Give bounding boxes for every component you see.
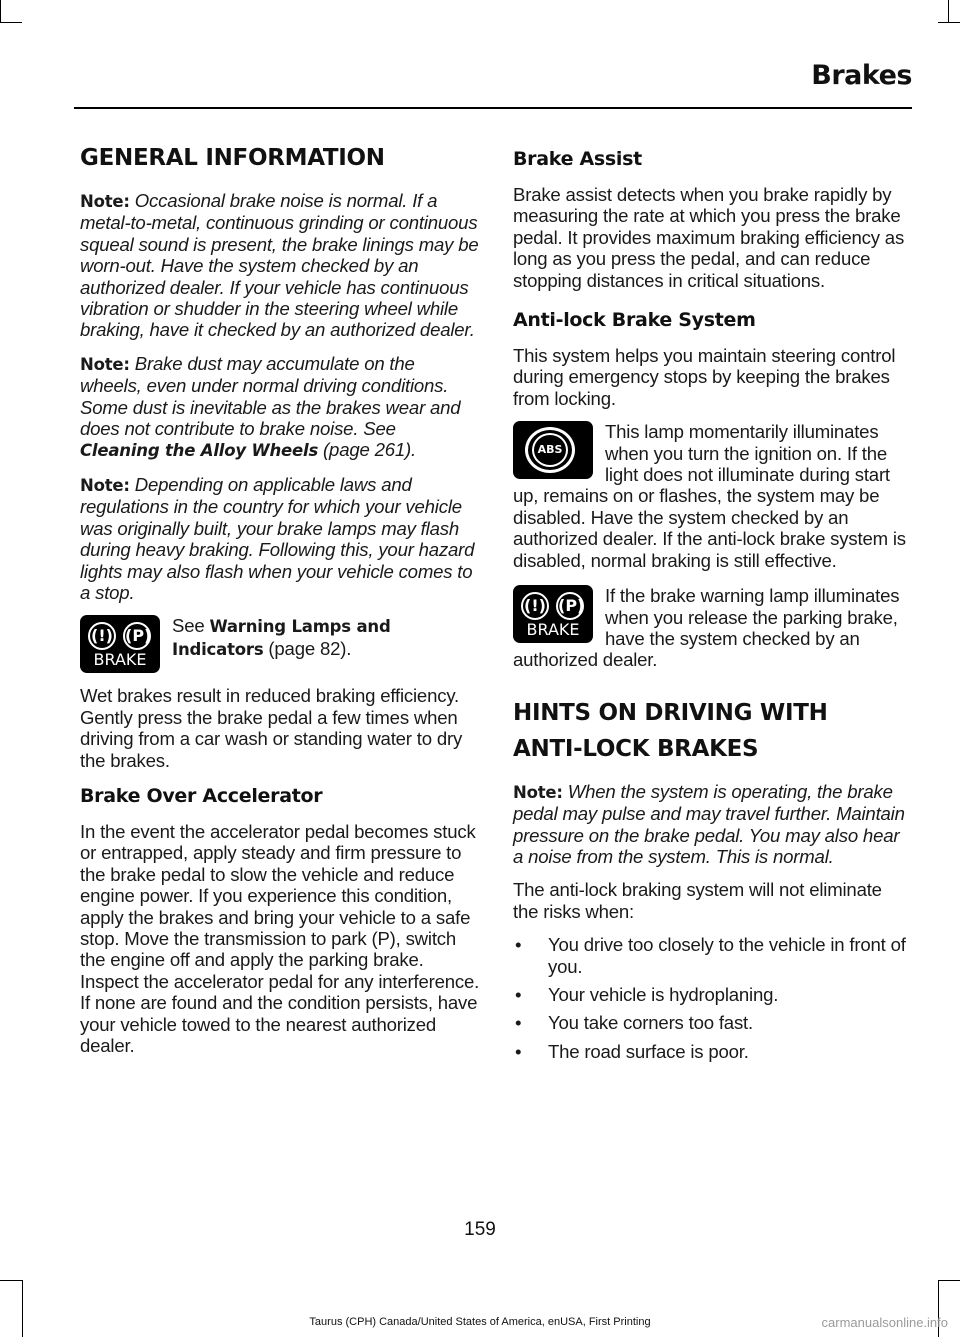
risks-list — [513, 934, 908, 1062]
note-brake-lamps — [80, 474, 480, 603]
left-column — [80, 140, 480, 1068]
note-label: Note: — [80, 354, 130, 374]
note-text: Occasional brake noise is normal. If a metal-to-metal, continuous grinding or continuous squeal sound is present, the brake linings may be worn-out. Have the system checked by an authorized dealer. If your vehicle has continuous vibration or shudder in the steering wheel while braking, have it checked by an authorized dealer. — [80, 190, 479, 341]
abs-label: ABS — [532, 433, 568, 467]
section-title-hints-line2: ANTI-LOCK BRAKES — [513, 735, 759, 762]
list-item: • You drive too closely to the vehicle in front of you. — [513, 934, 908, 977]
header-rule — [74, 107, 912, 109]
note-label: Note: — [80, 192, 130, 211]
section-title-anti-lock-brake-system: Anti-lock Brake System — [513, 309, 756, 332]
note-text: When the system is operating, the brake pedal may pulse and may travel further. Maintain pressure on the brake pedal. You may also hear a noise from the system. This is normal. — [513, 780, 905, 867]
crop-mark — [0, 0, 1, 22]
see-prefix: See — [172, 615, 210, 637]
crop-mark — [0, 1280, 22, 1281]
exclamation-circle-icon: (!) — [521, 592, 549, 620]
brake-warning-lamp-icon — [513, 585, 593, 643]
link-cleaning-alloy-wheels[interactable]: Cleaning the Alloy Wheels — [80, 441, 319, 461]
list-item: • Your vehicle is hydroplaning. — [513, 984, 908, 1005]
brake-warning-reference — [80, 615, 480, 673]
list-item: • You take corners too fast. — [513, 1012, 908, 1033]
crop-mark — [948, 0, 949, 22]
note-text: Depending on applicable laws and regulations in the country for which your vehicle was originally built, your brake lamps may flash during heavy braking. Following this, your hazard lights may also flash when your vehicle comes to a stop. — [80, 473, 475, 603]
crop-mark — [938, 22, 960, 23]
brake-lamp-section — [513, 585, 908, 671]
section-title-brake-over-accelerator: Brake Over Accelerator — [80, 784, 323, 807]
section-title-general-information: GENERAL INFORMATION — [80, 145, 385, 171]
parking-circle-icon: (P) — [556, 592, 584, 620]
page-header-title: Brakes — [811, 60, 912, 91]
abs-lamp-paragraph: This lamp momentarily illuminates when you turn the ignition on. If the light does not illuminate during start up, remains on or flashes, the system may be disabled. Have the system checked by an authorized dealer. If the anti-lock brake system is disabled, normal braking is still effective. — [513, 421, 906, 571]
note-brake-dust — [80, 353, 480, 462]
crop-mark — [22, 1280, 23, 1337]
watermark: carmanualsonline.info — [821, 1315, 948, 1330]
right-column — [513, 146, 908, 1069]
footer-text: Taurus (CPH) Canada/United States of America, enUSA, First Printing — [309, 1316, 651, 1328]
exclamation-circle-icon: (!) — [88, 622, 116, 650]
crop-mark — [938, 1280, 960, 1281]
page-number: 159 — [464, 1219, 496, 1240]
brake-label: BRAKE — [93, 650, 147, 670]
abs-paragraph: This system helps you maintain steering control during emergency stops by keeping the brakes from locking. — [513, 345, 896, 409]
note-text: Brake dust may accumulate on the wheels, even under normal driving conditions. Some dust is inevitable as the brakes wear and does not contribute to brake noise. See — [80, 352, 461, 440]
note-abs-operating — [513, 781, 908, 868]
list-item: • The road surface is poor. — [513, 1041, 908, 1062]
page-reference: (page 261). — [318, 439, 416, 461]
note-brake-noise — [80, 190, 480, 341]
brake-over-accelerator-paragraph: In the event the accelerator pedal becomes stuck or entrapped, apply steady and firm pressure to the brake pedal to slow the vehicle and reduce engine power. If you experience this condition, apply the brakes and bring your vehicle to a safe stop. Move the transmission to park (P), switch the engine off and apply the parking brake. Inspect the accelerator pedal for any interference. If none are found and the condition persists, have your vehicle towed to the nearest authorized dealer. — [80, 820, 480, 1056]
abs-warning-lamp-icon — [513, 421, 593, 479]
brake-warning-lamp-icon — [80, 615, 160, 673]
crop-mark — [0, 22, 22, 23]
brake-lamp-paragraph: If the brake warning lamp illuminates when you release the parking brake, have the system checked by an authorized dealer. — [513, 585, 900, 671]
page-reference: (page 82). — [263, 637, 352, 659]
section-title-hints-line1: HINTS ON DRIVING WITH — [513, 699, 828, 726]
brake-assist-paragraph: Brake assist detects when you brake rapidly by measuring the rate at which you press the brake pedal. It provides maximum braking efficiency as long as you press the pedal, and can reduce stopping distances in critical situations. — [513, 184, 905, 291]
risks-intro: The anti-lock braking system will not eliminate the risks when: — [513, 879, 882, 922]
abs-lamp-section — [513, 421, 908, 571]
parking-circle-icon: (P) — [123, 622, 151, 650]
note-label: Note: — [513, 782, 563, 802]
note-label: Note: — [80, 475, 130, 495]
link-warning-lamps-indicators[interactable]: Warning Lamps and Indicators — [172, 617, 391, 659]
section-title-brake-assist: Brake Assist — [513, 148, 642, 170]
wet-brakes-paragraph: Wet brakes result in reduced braking efficiency. Gently press the brake pedal a few times when driving from a car wash or standing water to dry the brakes. — [80, 685, 463, 771]
brake-label: BRAKE — [526, 620, 580, 640]
